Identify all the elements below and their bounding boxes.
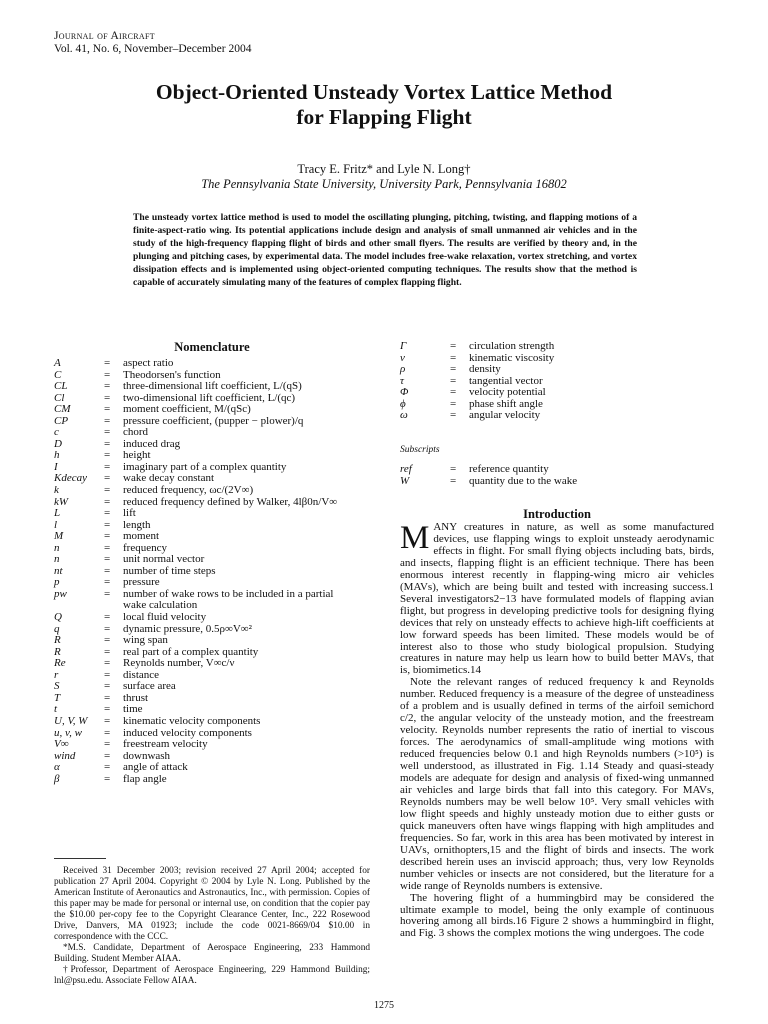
nomenclature-definition: wake decay constant — [123, 472, 215, 485]
nomenclature-symbol: ϕ — [400, 397, 406, 410]
footnote-received: Received 31 December 2003; revision received 27 April 2004; accepted for publication 27 April 2004. Copyright © 2004 by Lyle N. Long. Published by the American Institute of Aeronautics and Astronautics, Inc., with permission. Copies of this paper may be made for personal or internal use, on condition that the copier pay the $10.00 per-copy fee to the Copyright Clearance Center, Inc., 222 Rosewood Drive, Danvers, MA 01923; include the code 0021-8669/04 $10.00 in correspondence with the CCC. — [54, 866, 370, 943]
nomenclature-row — [54, 404, 374, 416]
nomenclature-equals: = — [104, 622, 111, 635]
nomenclature-definition: local fluid velocity — [123, 611, 207, 624]
nomenclature-definition: pressure — [123, 576, 160, 589]
nomenclature-equals: = — [104, 587, 111, 600]
nomenclature-row — [54, 462, 374, 474]
nomenclature-equals: = — [104, 680, 111, 693]
nomenclature-row — [54, 728, 374, 740]
nomenclature-row — [54, 508, 374, 520]
intro-paragraph — [400, 522, 714, 677]
nomenclature-symbol: Cl — [54, 391, 65, 404]
nomenclature-row — [54, 612, 374, 624]
nomenclature-equals: = — [104, 564, 111, 577]
nomenclature-equals: = — [104, 391, 111, 404]
nomenclature-symbol: V∞ — [54, 738, 69, 751]
intro-paragraph: The hovering flight of a hummingbird may be considered the ultimate example to model, being the only example of continuous hovering among all birds.16 Figure 2 shows a hummingbird in flight, and Fig. 3 shows the complex motions the wing undergoes. The code — [400, 891, 714, 940]
nomenclature-row — [54, 693, 374, 705]
nomenclature-definition: Theodorsen's function — [123, 368, 221, 381]
nomenclature-definition: number of time steps — [123, 564, 216, 577]
nomenclature-row — [54, 670, 374, 682]
nomenclature-definition: moment coefficient, M/(qSc) — [123, 403, 251, 416]
affiliation: The Pennsylvania State University, University Park, Pennsylvania 16802 — [201, 177, 567, 191]
nomenclature-equals: = — [104, 611, 111, 624]
nomenclature-definition: three-dimensional lift coefficient, L/(qS) — [123, 380, 302, 393]
nomenclature-row — [400, 464, 720, 476]
nomenclature-definition: angle of attack — [123, 761, 188, 774]
nomenclature-symbol: W — [400, 474, 410, 487]
nomenclature-symbol: r — [54, 668, 59, 681]
nomenclature-equals: = — [104, 541, 111, 554]
nomenclature-definition: time — [123, 703, 143, 716]
nomenclature-symbol: R — [54, 634, 61, 647]
nomenclature-symbol: T — [54, 691, 61, 704]
nomenclature-row — [54, 381, 374, 393]
nomenclature-symbol: Re — [54, 657, 66, 670]
nomenclature-equals: = — [104, 530, 111, 543]
nomenclature-symbol: p — [54, 576, 60, 589]
page-number: 1275 — [374, 1000, 394, 1011]
nomenclature-definition: reference quantity — [469, 463, 549, 475]
nomenclature-symbol: wind — [54, 749, 76, 762]
nomenclature-symbol: Q — [54, 611, 62, 624]
footnote-author-1: *M.S. Candidate, Department of Aerospace Engineering, 233 Hammond Building. Student Member AIAA. — [54, 943, 370, 965]
nomenclature-definition: induced drag — [123, 437, 181, 450]
nomenclature-definition: number of wake rows to be included in a partial — [123, 587, 334, 600]
nomenclature-definition: velocity potential — [469, 386, 546, 399]
nomenclature-symbol: l — [54, 518, 58, 531]
nomenclature-row — [54, 485, 374, 497]
nomenclature-row — [54, 427, 374, 439]
nomenclature-definition: circulation strength — [469, 340, 555, 352]
nomenclature-equals: = — [104, 714, 111, 727]
nomenclature-row — [54, 358, 374, 370]
nomenclature-row — [54, 566, 374, 578]
nomenclature-definition: pressure coefficient, (pupper − plower)/q — [123, 414, 304, 427]
title-line-2: for Flapping Flight — [296, 105, 472, 129]
title-line-1: Object-Oriented Unsteady Vortex Lattice Method — [155, 80, 613, 104]
nomenclature-row — [54, 751, 374, 763]
nomenclature-symbol: A — [54, 357, 61, 369]
nomenclature-definition: lift — [123, 507, 136, 520]
nomenclature-row — [54, 716, 374, 728]
introduction-body — [400, 522, 714, 940]
nomenclature-equals: = — [104, 576, 111, 589]
nomenclature-definition: thrust — [123, 691, 149, 704]
nomenclature-symbol: q — [54, 622, 60, 635]
nomenclature-row — [54, 635, 374, 647]
nomenclature-symbol: I — [54, 460, 58, 473]
author-names: Tracy E. Fritz* and Lyle N. Long† — [297, 162, 471, 176]
nomenclature-row — [400, 410, 720, 422]
nomenclature-equals: = — [104, 772, 111, 785]
footnote-rule — [54, 858, 106, 859]
nomenclature-row — [400, 353, 720, 365]
nomenclature-equals: = — [104, 472, 111, 485]
nomenclature-symbol: pw — [54, 587, 67, 600]
nomenclature-definition: quantity due to the wake — [469, 474, 578, 487]
nomenclature-equals: = — [104, 749, 111, 762]
nomenclature-symbol: h — [54, 449, 60, 462]
nomenclature-row — [400, 387, 720, 399]
nomenclature-definition: freestream velocity — [123, 738, 208, 751]
nomenclature-definition: chord — [123, 426, 149, 439]
nomenclature-symbol: Kdecay — [54, 472, 87, 485]
nomenclature-row — [54, 658, 374, 670]
nomenclature-definition: real part of a complex quantity — [123, 645, 259, 658]
nomenclature-equals: = — [104, 518, 111, 531]
intro-paragraph-text: ANY creatures in nature, as well as some manufactured devices, use flapping wings to exploit unsteady aerodynamic effects in flight. For small flying objects including bats, birds, and insects, flapping flight is an efficient technique. There has been enormous interest recently in flapping-wing micro air vehicles (MAVs), which are being built and tested with increasing success.1 Several investigators2−13 have formulated models of flapping avian flight, but progress in developing predictive tools for designing flying devices that rely on unsteady effects to achieve high-lift coefficients at low forward speeds has been limited. These models would be of interest also to those who study biological propulsion. Studying creatures in nature may help us learn how to build better MAVs, that is, biomimetics.14 — [400, 521, 714, 677]
nomenclature-symbol: Φ — [400, 386, 409, 399]
nomenclature-definition: phase shift angle — [469, 397, 543, 410]
nomenclature-equals: = — [104, 495, 111, 508]
nomenclature-symbol: CM — [54, 403, 71, 416]
nomenclature-definition: density — [469, 363, 501, 376]
nomenclature-equals: = — [104, 426, 111, 439]
nomenclature-equals: = — [104, 726, 111, 739]
author-block — [0, 162, 768, 192]
nomenclature-equals: = — [450, 363, 457, 376]
nomenclature-row — [400, 364, 720, 376]
nomenclature-definition: length — [123, 518, 151, 531]
nomenclature-definition: induced velocity components — [123, 726, 252, 739]
nomenclature-symbol: k — [54, 484, 59, 497]
nomenclature-equals: = — [104, 668, 111, 681]
nomenclature-equals: = — [450, 351, 457, 364]
drop-cap: M — [400, 520, 430, 556]
nomenclature-equals: = — [104, 449, 111, 462]
nomenclature-equals: = — [450, 386, 457, 399]
nomenclature-row — [54, 600, 374, 612]
nomenclature-row — [54, 520, 374, 532]
nomenclature-row — [54, 589, 374, 601]
nomenclature-row — [54, 531, 374, 543]
nomenclature-definition: Reynolds number, V∞c/ν — [123, 657, 235, 670]
nomenclature-symbol: D — [54, 437, 62, 450]
nomenclature-definition: angular velocity — [469, 409, 541, 422]
nomenclature-equals: = — [104, 761, 111, 774]
abstract: The unsteady vortex lattice method is used to model the oscillating plunging, pitching, twisting, and flapping motions of a finite-aspect-ratio wing. Its potential applications include design and analysis of small unmanned air vehicles and in the study of the high-frequency flapping flight of birds and other small flyers. The results are verified by theory and, in the plunging and pitching cases, by experimental data. The model includes free-wake relaxation, vortex stretching, and vortex dissipation effects and is implemented using object-oriented computing techniques. The results show that the method is capable of accurately simulating many of the features of complex flapping flight. — [133, 212, 637, 289]
nomenclature-symbol: CP — [54, 414, 69, 427]
nomenclature-equals: = — [104, 380, 111, 393]
nomenclature-definition: kinematic velocity components — [123, 714, 261, 727]
nomenclature-equals: = — [450, 409, 457, 422]
subscripts-heading: Subscripts — [400, 445, 440, 455]
nomenclature-definition: flap angle — [123, 772, 167, 785]
nomenclature-equals: = — [450, 463, 457, 475]
introduction-heading: Introduction — [523, 507, 591, 521]
nomenclature-definition: wake calculation — [123, 599, 198, 612]
nomenclature-row — [400, 376, 720, 388]
nomenclature-row — [54, 543, 374, 555]
nomenclature-definition: dynamic pressure, 0.5ρ∞V∞² — [123, 622, 252, 635]
nomenclature-row — [400, 476, 720, 488]
footnotes — [54, 866, 370, 988]
nomenclature-symbol: n — [54, 541, 60, 554]
footnote-author-2: †Professor, Department of Aerospace Engineering, 229 Hammond Building; lnl@psu.edu. Associate Fellow AIAA. — [54, 965, 370, 987]
nomenclature-symbol: C — [54, 368, 62, 381]
nomenclature-row — [400, 341, 720, 353]
nomenclature-equals: = — [450, 474, 457, 487]
nomenclature-row — [54, 739, 374, 751]
nomenclature-symbol: α — [54, 761, 60, 774]
journal-name: Journal of Aircraft — [54, 30, 155, 42]
nomenclature-equals: = — [450, 397, 457, 410]
nomenclature-symbol: t — [54, 703, 58, 716]
nomenclature-row — [54, 762, 374, 774]
nomenclature-symbol: S — [54, 680, 60, 693]
nomenclature-row — [54, 774, 374, 786]
nomenclature-equals: = — [104, 657, 111, 670]
nomenclature-equals: = — [104, 634, 111, 647]
nomenclature-equals: = — [104, 553, 111, 566]
nomenclature-symbol: Γ — [400, 340, 407, 352]
nomenclature-definition: reduced frequency, ωc/(2V∞) — [123, 484, 254, 497]
nomenclature-definition: kinematic viscosity — [469, 351, 555, 364]
nomenclature-symbol: ρ — [400, 363, 406, 376]
nomenclature-symbol: n — [54, 553, 60, 566]
nomenclature-equals: = — [450, 374, 457, 387]
nomenclature-equals: = — [104, 738, 111, 751]
nomenclature-definition: two-dimensional lift coefficient, L/(qc) — [123, 391, 296, 404]
nomenclature-list-left — [54, 358, 374, 785]
nomenclature-equals: = — [104, 703, 111, 716]
nomenclature-symbol: CL — [54, 380, 68, 393]
nomenclature-equals: = — [104, 484, 111, 497]
nomenclature-definition: surface area — [123, 680, 176, 693]
nomenclature-equals: = — [104, 403, 111, 416]
nomenclature-row — [54, 416, 374, 428]
nomenclature-equals: = — [104, 368, 111, 381]
nomenclature-definition: height — [123, 449, 151, 462]
nomenclature-definition: reduced frequency defined by Walker, 4lβ0n/V∞ — [123, 495, 338, 508]
nomenclature-equals: = — [104, 507, 111, 520]
nomenclature-row — [400, 399, 720, 411]
nomenclature-equals: = — [104, 357, 111, 369]
nomenclature-row — [54, 439, 374, 451]
nomenclature-equals: = — [104, 645, 111, 658]
nomenclature-definition: distance — [123, 668, 160, 681]
nomenclature-list-right — [400, 341, 720, 422]
nomenclature-equals: = — [104, 460, 111, 473]
nomenclature-definition: downwash — [123, 749, 171, 762]
nomenclature-equals: = — [104, 691, 111, 704]
nomenclature-definition: aspect ratio — [123, 357, 174, 369]
nomenclature-definition: tangential vector — [469, 374, 543, 387]
nomenclature-symbol: c — [54, 426, 59, 439]
nomenclature-symbol: U, V, W — [54, 714, 88, 727]
nomenclature-symbol: L — [54, 507, 61, 520]
intro-paragraph: Note the relevant ranges of reduced frequency k and Reynolds number. Reduced frequency is a measure of the degree of unsteadiness of a problem and is usually defined in terms of the airfoil semichord c/2, the angular velocity of the unsteady motion, and the freestream velocity. Reynolds number represents the ratio of inertial to viscous forces. The aerodynamics of small-amplitude wing motions with reduced frequencies below 0.1 and high Reynolds numbers (>10⁵) is well understood, as illustrated in Fig. 1.14 Steady and quasi-steady models are adequate for design and analysis of fixed-wing unmanned air vehicles and large birds that fall into this category. For MAVs, Reynolds numbers may be well below 10⁵. Very small vehicles with low flight speeds and highly unsteady motion due to either gusts or quick maneuvers often have wings flapping with high amplitudes and frequencies. So far, work in this area has been motivated by interest in UAVs, ornithopters,15 and the flight of birds and insects. The work described herein uses an inviscid approach; thus, very low Reynolds number vehicles or insects are not considered, but the literature for a wide range of Reynolds numbers is extensive. — [400, 676, 714, 892]
nomenclature-definition: frequency — [123, 541, 167, 554]
nomenclature-symbol: ν — [400, 351, 405, 364]
nomenclature-equals: = — [104, 437, 111, 450]
nomenclature-symbol: kW — [54, 495, 69, 508]
nomenclature-row — [54, 497, 374, 509]
nomenclature-symbol: β — [54, 772, 60, 785]
nomenclature-heading: Nomenclature — [174, 340, 250, 354]
nomenclature-symbol: M — [54, 530, 64, 543]
nomenclature-symbol: ref — [400, 463, 412, 475]
nomenclature-equals: = — [104, 414, 111, 427]
nomenclature-row — [54, 681, 374, 693]
paper-title — [0, 80, 768, 130]
nomenclature-definition: wing span — [123, 634, 168, 647]
nomenclature-definition: moment — [123, 530, 160, 543]
journal-header — [54, 30, 251, 56]
nomenclature-symbol: τ — [400, 374, 404, 387]
nomenclature-symbol: R — [54, 645, 61, 658]
nomenclature-equals: = — [450, 340, 457, 352]
subscripts-list — [400, 464, 720, 487]
nomenclature-row — [54, 624, 374, 636]
nomenclature-definition: imaginary part of a complex quantity — [123, 460, 287, 473]
nomenclature-symbol: nt — [54, 564, 63, 577]
journal-issue: Vol. 41, No. 6, November–December 2004 — [54, 43, 252, 55]
nomenclature-symbol: u, v, w — [54, 726, 82, 739]
nomenclature-definition: unit normal vector — [123, 553, 205, 566]
nomenclature-symbol: ω — [400, 409, 408, 422]
